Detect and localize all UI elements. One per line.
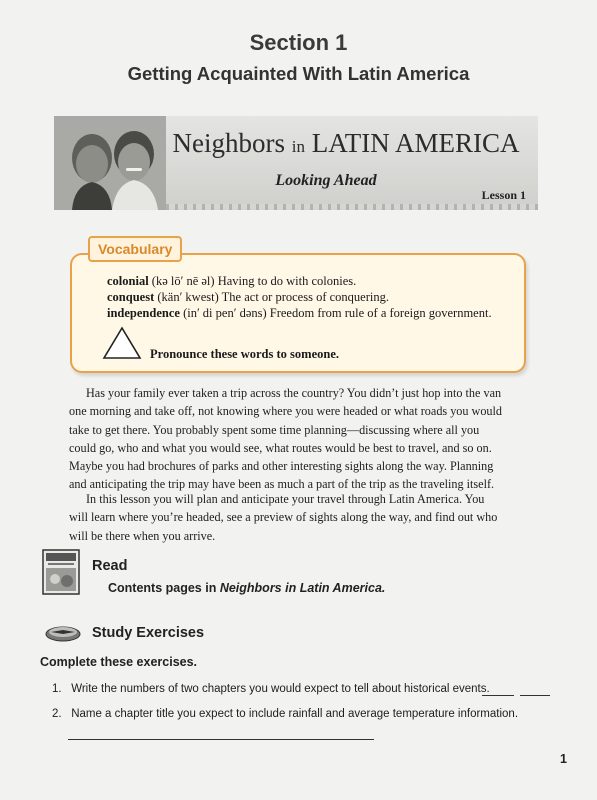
vocab-term (107, 290, 389, 305)
answer-blank[interactable] (68, 738, 374, 740)
page-number: 1 (560, 752, 567, 766)
vocab-pronunciation: (in′ di pen′ dəns) (183, 306, 267, 320)
paragraph-line: will learn where you’re headed, see a preview of sights along the way, and find out who (69, 510, 498, 525)
exercise-text: Name a chapter title you expect to include rainfall and average temperature information. (71, 708, 519, 720)
paragraph-line: Has your family ever taken a trip across the country? You didn’t just hop into the van (86, 386, 502, 400)
exercise-item (52, 683, 490, 695)
vocab-pronunciation: (kə lō′ nē əl) (151, 274, 215, 288)
vocab-definition: Having to do with colonies. (217, 274, 357, 288)
read-instructions (108, 581, 385, 595)
answer-blank[interactable] (520, 694, 550, 696)
exercise-number: 1. (52, 683, 62, 695)
paragraph-line: could go, who and what you would see, what routes would be best to travel, and so on. (69, 440, 492, 455)
vocab-word: independence (107, 306, 180, 320)
book-cover-icon (42, 549, 80, 595)
paragraph-line: and anticipating the trip may have been as much a part of the trip as the traveling itself. (69, 477, 495, 492)
paragraph-line: take to get there. You probably spent some time planning—discussing where all you (69, 422, 480, 437)
intro-paragraph (69, 384, 529, 494)
vocab-term (107, 306, 492, 321)
banner-subtitle: Looking Ahead (275, 172, 377, 189)
study-heading: Study Exercises (92, 625, 205, 641)
vocabulary-box (70, 253, 526, 373)
section-number: Section 1 (249, 30, 348, 55)
paragraph-line: Maybe you had brochures of parks and other interesting sights along the way. Planning (69, 459, 494, 474)
pronounce-note: Pronounce these words to someone. (150, 347, 339, 361)
exercise-item (52, 708, 518, 720)
vocab-term (107, 274, 356, 289)
compass-icon (44, 624, 82, 642)
triangle-icon (102, 326, 142, 365)
answer-blank[interactable] (482, 694, 514, 696)
read-prefix: Contents pages in (108, 581, 220, 595)
vocab-pronunciation: (kän′ kwest) (157, 290, 219, 304)
study-instructions: Complete these exercises. (40, 655, 198, 669)
vocab-word: colonial (107, 274, 149, 288)
lesson-label: Lesson 1 (481, 188, 526, 202)
paragraph-line: one morning and take off, not knowing where you were headed or what roads you would (69, 404, 502, 419)
lesson-paragraph (69, 490, 529, 545)
banner-title-in: in (291, 137, 305, 156)
vocab-word: conquest (107, 290, 155, 304)
lesson-banner (54, 116, 538, 210)
exercise-number: 2. (52, 708, 62, 720)
children-photo (54, 116, 166, 210)
exercise-text: Write the numbers of two chapters you would expect to tell about historical events. (71, 683, 490, 695)
banner-title (166, 128, 526, 159)
vocabulary-tab: Vocabulary (88, 236, 182, 262)
banner-decoration (166, 204, 538, 210)
banner-title-part1: Neighbors (172, 128, 292, 158)
paragraph-line: In this lesson you will plan and anticipate your travel through Latin America. You (86, 492, 485, 506)
vocab-definition: The act or process of conquering. (221, 290, 389, 304)
book-title: Neighbors in Latin America. (219, 581, 386, 595)
banner-title-part2: LATIN AMERICA (304, 128, 520, 158)
paragraph-line: will be there when you arrive. (69, 528, 216, 543)
read-heading: Read (92, 558, 128, 574)
section-title: Getting Acquainted With Latin America (127, 63, 470, 84)
vocab-definition: Freedom from rule of a foreign government. (269, 306, 492, 320)
